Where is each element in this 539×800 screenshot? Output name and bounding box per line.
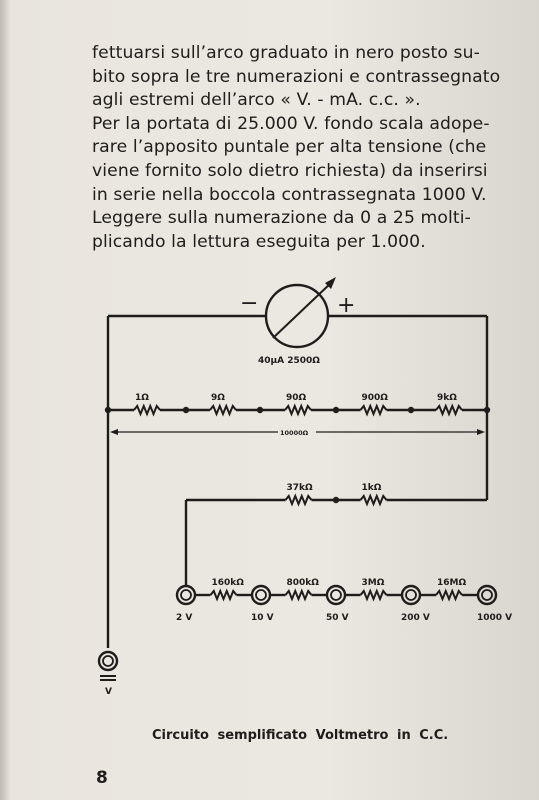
resistor-label: 37kΩ: [286, 483, 313, 493]
resistor-symbol: [436, 406, 462, 414]
resistor-label: 900Ω: [361, 393, 388, 403]
terminal-label: 200 V: [401, 613, 430, 623]
junction-dot: [333, 407, 339, 413]
text-line: Leggere sulla numerazione da 0 a 25 molti-: [92, 208, 471, 229]
resistor-symbol: [436, 591, 462, 599]
dimension-arrow-left: [110, 429, 118, 435]
input-terminal: [252, 586, 270, 604]
text-line: plicando la lettura eseguita per 1.000.: [92, 231, 426, 252]
text-line: in serie nella boccola contrassegnata 1000 V.: [92, 184, 487, 205]
terminal-label: 10 V: [251, 613, 274, 623]
resistor-label: 9Ω: [211, 393, 225, 403]
terminal-label: 1000 V: [477, 613, 513, 623]
shunt-resistor-chain: [105, 393, 490, 414]
shunt-total-label: 10000Ω: [280, 429, 309, 437]
resistor-label: 3MΩ: [361, 578, 385, 588]
resistor-label: 9kΩ: [437, 393, 457, 403]
resistor-label: 90Ω: [286, 393, 307, 403]
resistor-label: 1Ω: [135, 393, 149, 403]
terminal-label: 2 V: [176, 613, 193, 623]
figure-caption: Circuito semplificato Voltmetro in C.C.: [152, 728, 449, 743]
resistor-symbol: [285, 406, 311, 414]
terminal-label: 50 V: [326, 613, 349, 623]
resistor-symbol: [134, 406, 160, 414]
junction-dot: [484, 407, 490, 413]
common-terminal-label: V: [105, 687, 112, 697]
text-line: fettuarsi sull’arco graduato in nero posto su-: [92, 43, 480, 63]
resistor-label: 1kΩ: [361, 483, 382, 493]
dimension-arrow-right: [477, 429, 485, 435]
resistor-symbol: [361, 496, 387, 504]
text-line: bito sopra le tre numerazioni e contrassegnato: [92, 66, 501, 87]
meter-needle: [273, 282, 332, 338]
resistor-symbol: [210, 406, 236, 414]
meter-rating-label: 40µA 2500Ω: [258, 356, 320, 366]
junction-dot: [257, 407, 263, 413]
resistor-symbol: [361, 591, 387, 599]
input-terminal: [402, 586, 420, 604]
input-terminal: [177, 586, 195, 604]
resistor-symbol: [361, 406, 387, 414]
meter-plus-label: +: [337, 293, 356, 318]
series-resistor-chain: [186, 483, 487, 586]
common-terminal: [99, 652, 117, 670]
text-line: rare l’apposito puntale per alta tensione (che: [92, 137, 487, 158]
text-line: viene fornito solo dietro richiesta) da inserirsi: [92, 160, 488, 181]
page-number: 8: [96, 768, 108, 788]
resistor-label: 800kΩ: [286, 578, 319, 588]
text-line: Per la portata di 25.000 V. fondo scala adope-: [92, 113, 490, 134]
junction-dot: [105, 407, 111, 413]
meter-minus-label: −: [240, 291, 259, 316]
junction-dot: [408, 407, 414, 413]
resistor-symbol: [286, 591, 312, 599]
input-terminal: [478, 586, 496, 604]
junction-dot: [183, 407, 189, 413]
resistor-label: 160kΩ: [211, 578, 244, 588]
junction-dot: [333, 497, 339, 503]
text-line: agli estremi dell’arco « V. - mA. c.c. ».: [92, 90, 421, 111]
resistor-label: 16MΩ: [437, 578, 467, 588]
range-resistor-chain: [176, 578, 512, 623]
input-terminal: [327, 586, 345, 604]
resistor-symbol: [286, 496, 312, 504]
resistor-symbol: [211, 591, 237, 599]
